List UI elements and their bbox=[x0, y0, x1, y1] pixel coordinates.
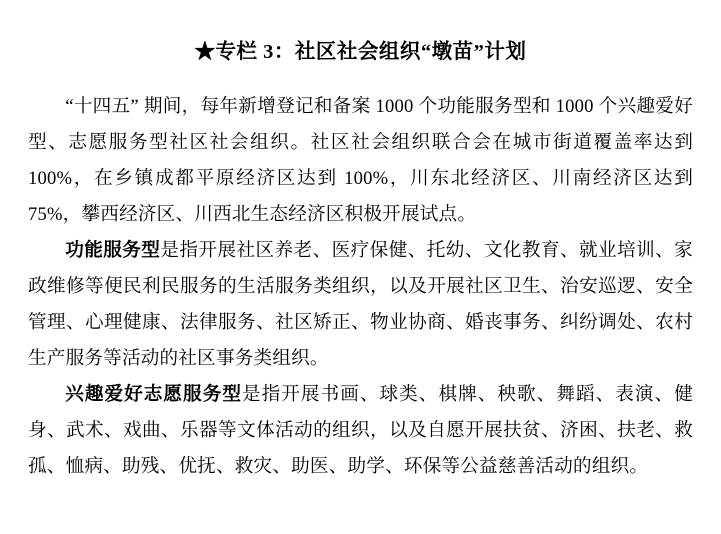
paragraph-lead-term: 功能服务型 bbox=[65, 239, 161, 261]
paragraph-text: 是指开展书画、球类、棋牌、秧歌、舞蹈、表演、健身、武术、戏曲、乐器等文体活动的组织，以及自愿开展扶贫、济困、扶老、救孤、恤病、助残、优抚、救灾、助医、助学、环保等公益慈善活动的组织。 bbox=[28, 383, 693, 477]
paragraph-2 bbox=[28, 233, 693, 377]
paragraph-1 bbox=[28, 89, 693, 233]
page-title: ★专栏 3：社区社会组织“墩苗”计划 bbox=[194, 41, 527, 63]
paragraph-lead-term: 兴趣爱好志愿服务型 bbox=[65, 383, 242, 405]
paragraph-text: “十四五” 期间，每年新增登记和备案 1000 个功能服务型和 1000 个兴趣爱好型、志愿服务型社区社会组织。社区社会组织联合会在城市街道覆盖率达到 100%，在乡镇成都平原经济区达到 100%，川东北经济区、川南经济区达到 75%，攀西经济区、川西北生态经济区积极开展试点。 bbox=[28, 95, 693, 225]
paragraph-3 bbox=[28, 377, 693, 485]
document-body bbox=[28, 89, 693, 485]
paragraph-text: 是指开展社区养老、医疗保健、托幼、文化教育、就业培训、家政维修等便民利民服务的生活服务类组织，以及开展社区卫生、治安巡逻、安全管理、心理健康、法律服务、社区矫正、物业协商、婚丧事务、纠纷调处、农村生产服务等活动的社区事务类组织。 bbox=[28, 239, 693, 369]
